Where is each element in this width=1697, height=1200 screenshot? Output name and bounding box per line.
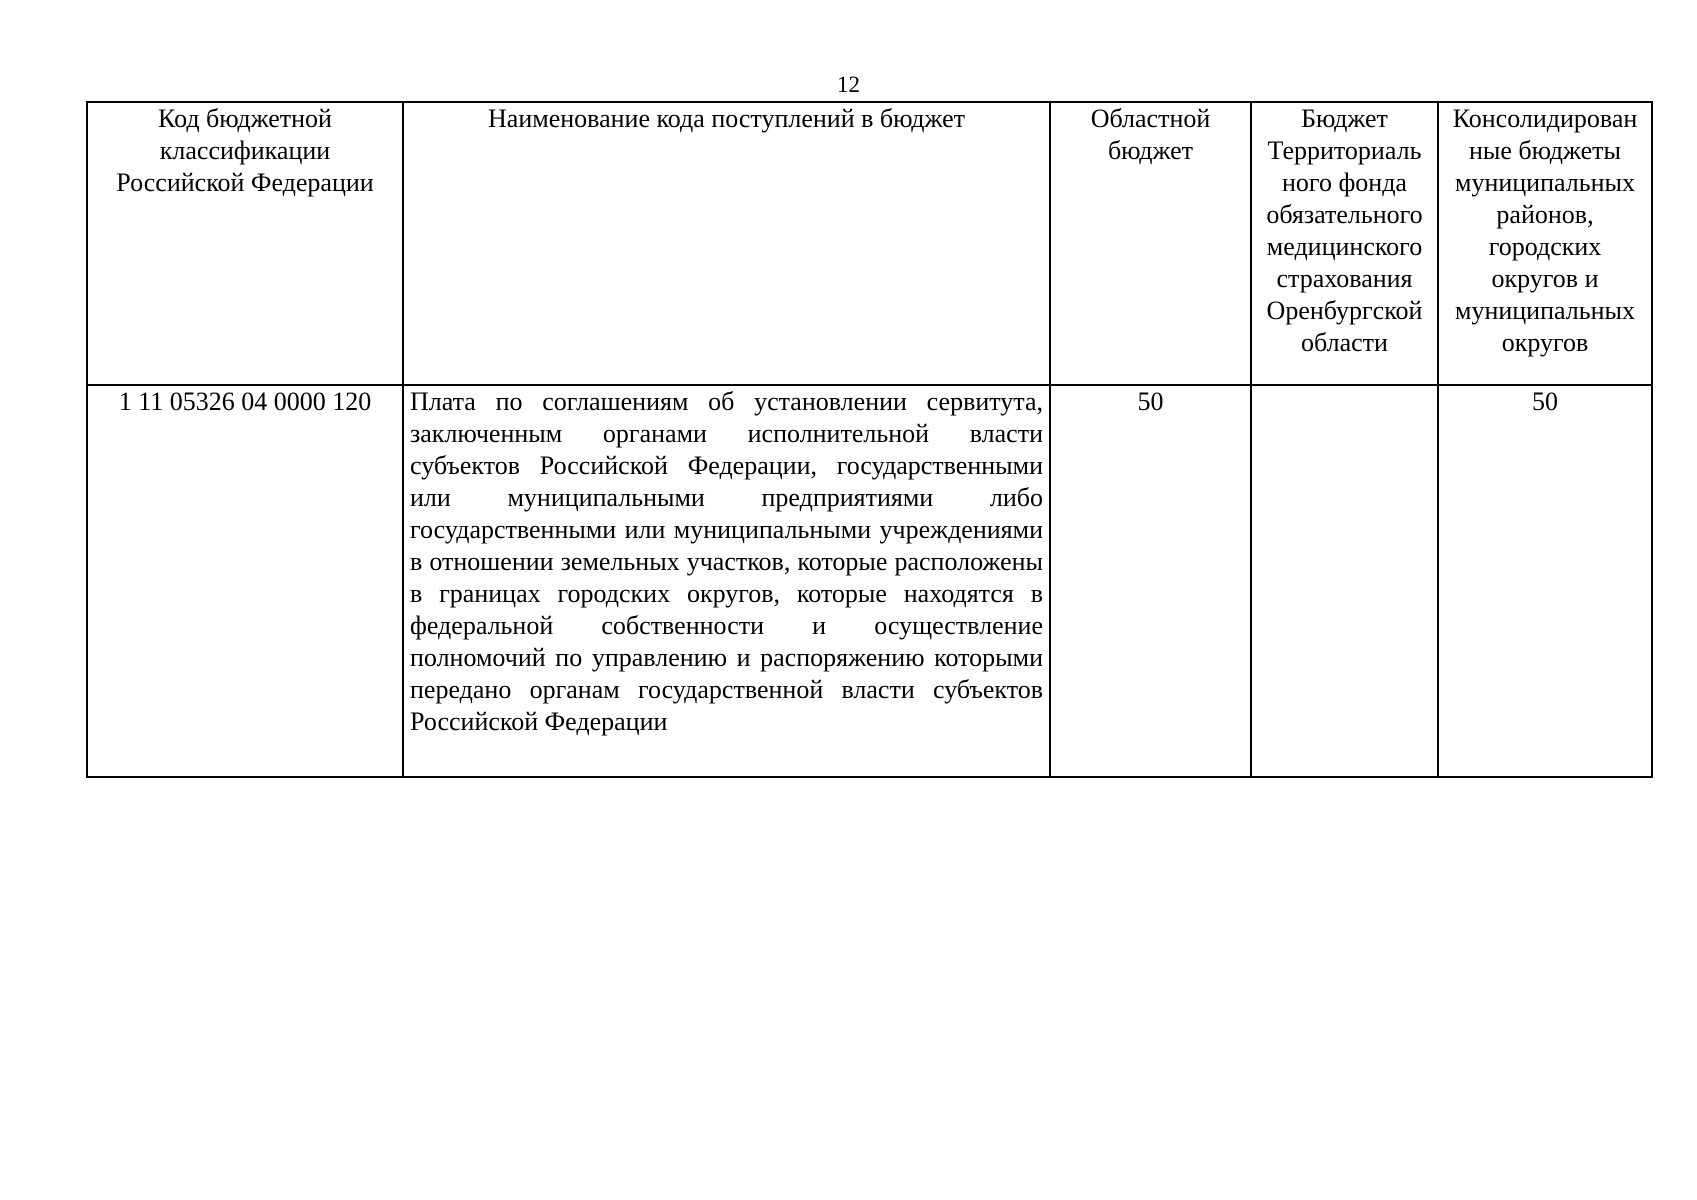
page-number: 12 bbox=[837, 72, 860, 97]
cell-budget-code: 1 11 05326 04 0000 120 bbox=[87, 385, 403, 777]
table-header-row bbox=[87, 102, 1652, 385]
header-tfoms-budget: Бюджет Территориаль ного фонда обязательного медицинского страхования Оренбургской области bbox=[1251, 102, 1438, 385]
cell-revenue-name: Плата по соглашениям об установлении сервитута, заключенным органами исполнительной власти субъектов Российской Федерации, государственными или муниципальными предприятиями либо государственными или муниципальными учреждениями в отношении земельных участков, которые расположены в границах городских округов, которые находятся в федеральной собственности и осуществление полномочий по управлению и распоряжению которыми передано органам государственной власти субъектов Российской Федерации bbox=[403, 385, 1050, 777]
cell-municipal-budgets: 50 bbox=[1438, 385, 1652, 777]
budget-revenue-table bbox=[86, 101, 1653, 778]
header-budget-code: Код бюджетной классификации Российской Федерации bbox=[87, 102, 403, 385]
header-municipal-budgets: Консолидирован ные бюджеты муниципальных районов, городских округов и муниципальных округов bbox=[1438, 102, 1652, 385]
table-row bbox=[87, 385, 1652, 777]
cell-tfoms-budget bbox=[1251, 385, 1438, 777]
header-regional-budget: Областной бюджет bbox=[1050, 102, 1251, 385]
cell-regional-budget: 50 bbox=[1050, 385, 1251, 777]
header-revenue-name: Наименование кода поступлений в бюджет bbox=[403, 102, 1050, 385]
